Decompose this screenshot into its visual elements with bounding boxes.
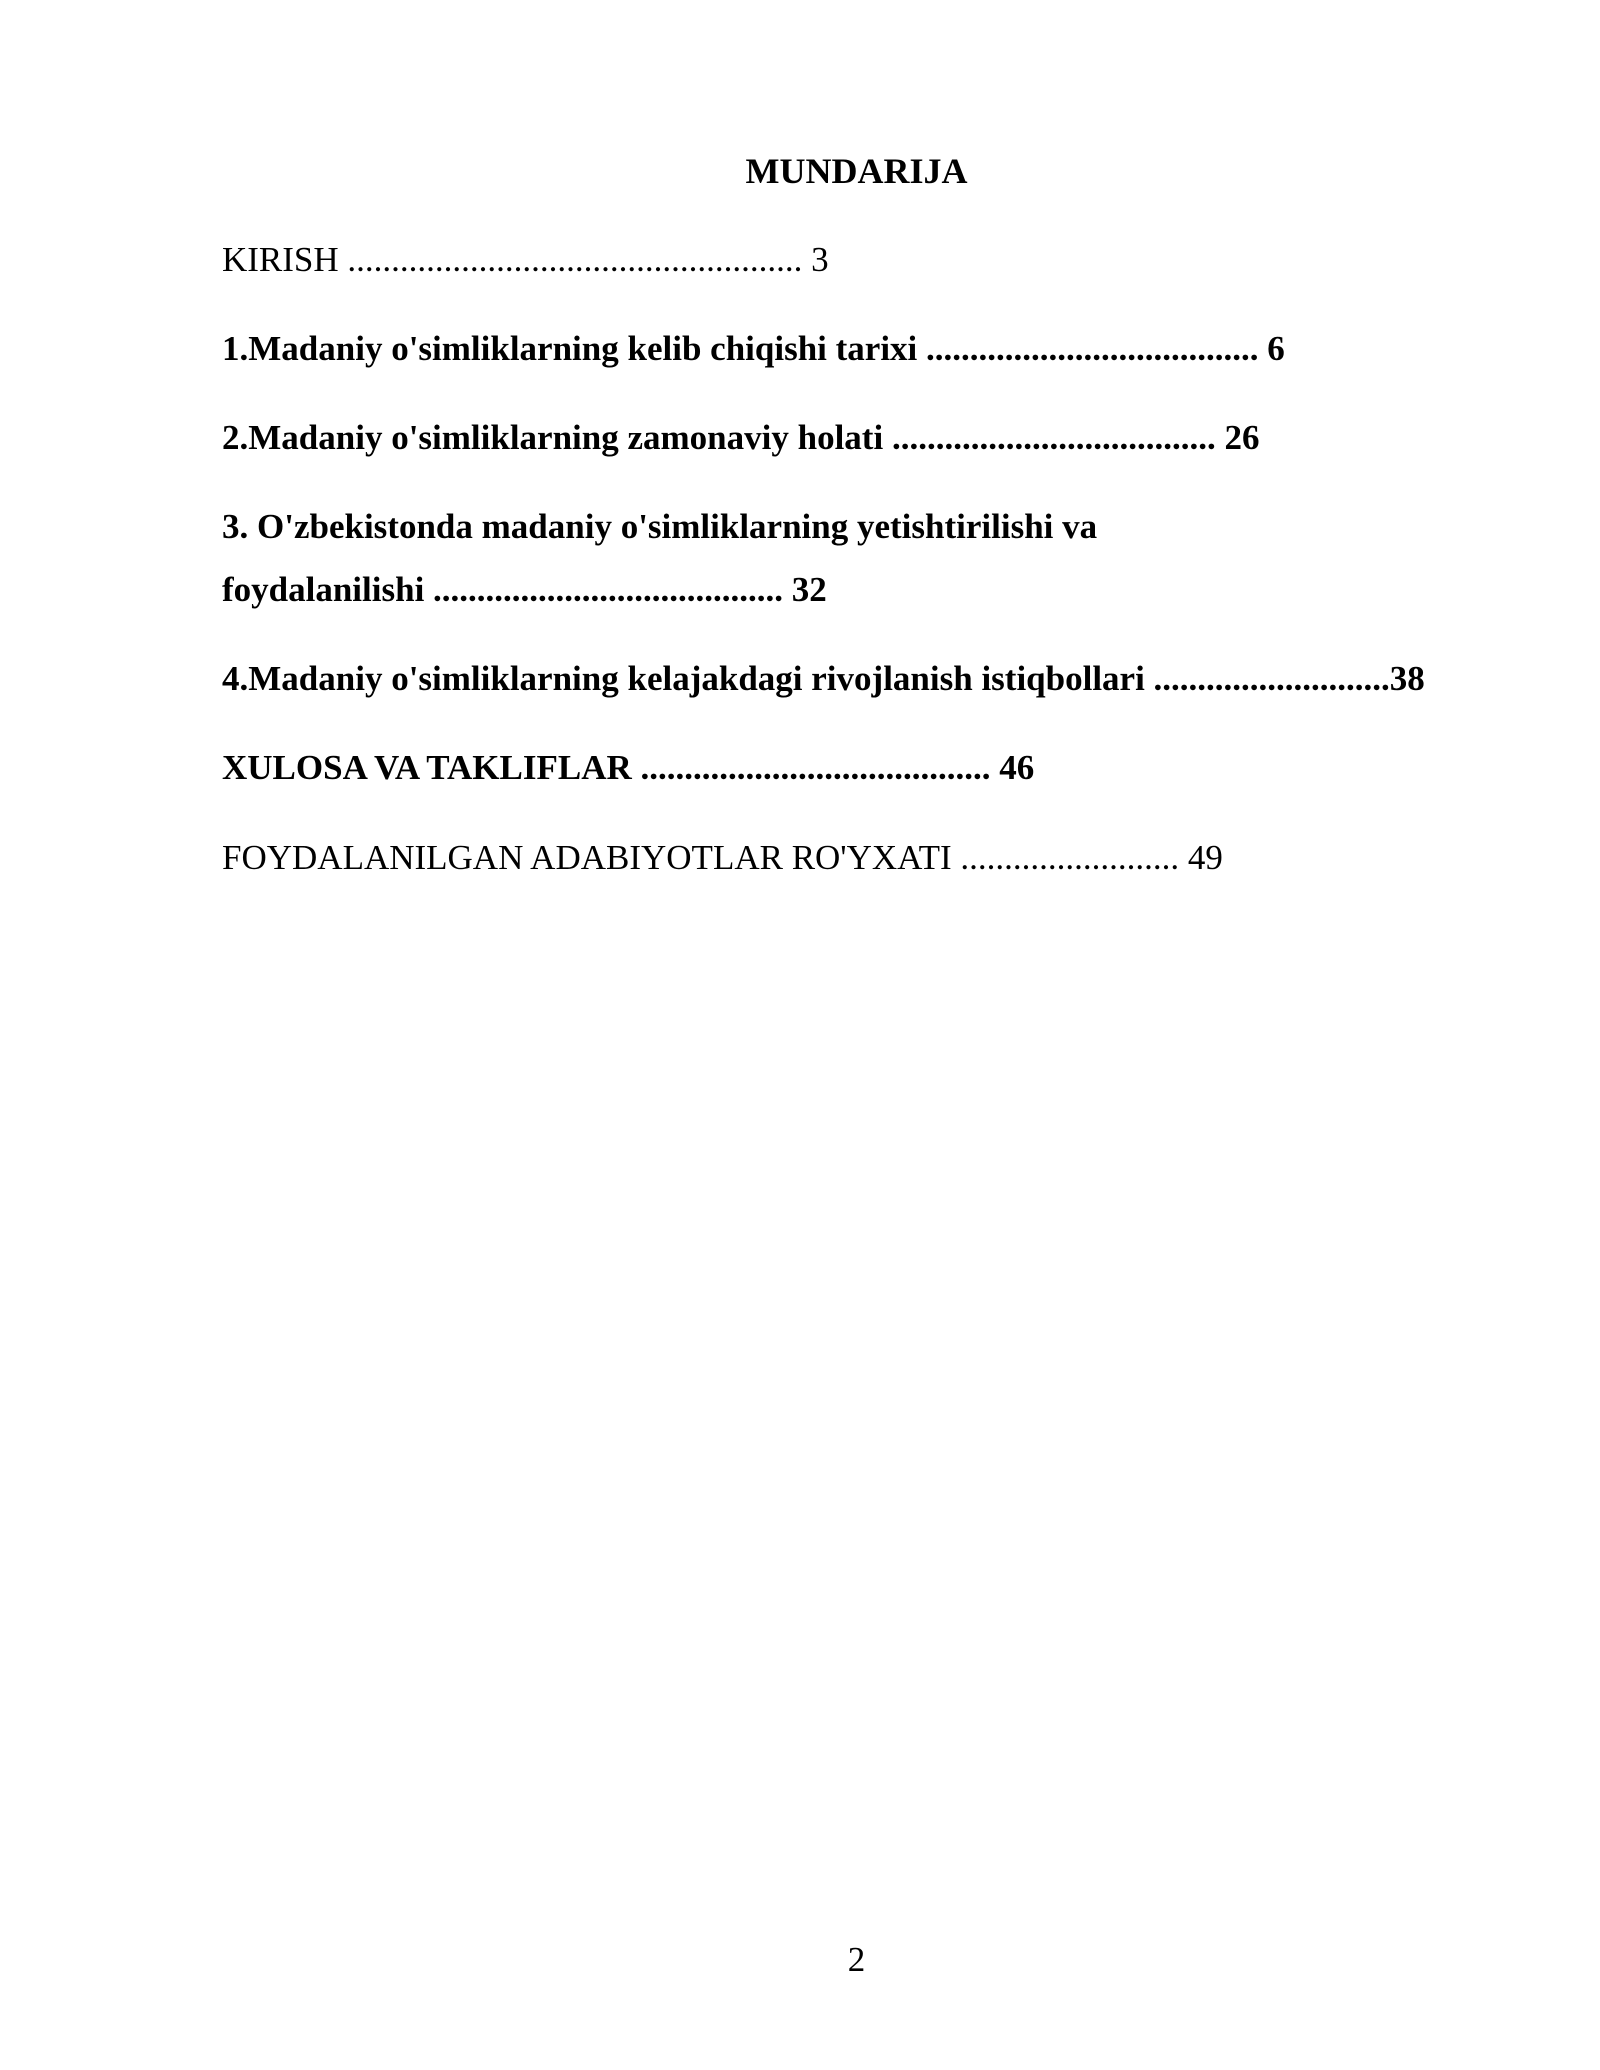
toc-entry-chapter-4: 4.Madaniy o'simliklarning kelajakdagi rivojlanish istiqbollari ...........................38: [222, 659, 1425, 698]
toc-entry-chapter-3-line-1: 3. O'zbekistonda madaniy o'simliklarning yetishtirilishi va: [222, 507, 1098, 546]
page-number: 2: [847, 1940, 866, 1979]
toc-entry-chapter-1: 1.Madaniy o'simliklarning kelib chiqishi tarixi ...................................... 6: [222, 329, 1285, 368]
toc-entry-references: FOYDALANILGAN ADABIYOTLAR RO'YXATI ......................... 49: [222, 838, 1223, 877]
page-title: MUNDARIJA: [745, 151, 968, 191]
toc-entry-conclusion: XULOSA VA TAKLIFLAR ........................................ 46: [222, 748, 1035, 787]
toc-entry-kirish: KIRISH .................................................... 3: [222, 240, 829, 279]
toc-entry-chapter-3-line-2: foydalanilishi ........................................ 32: [222, 570, 827, 609]
toc-entry-chapter-2: 2.Madaniy o'simliklarning zamonaviy holati ..................................... 26: [222, 418, 1260, 457]
